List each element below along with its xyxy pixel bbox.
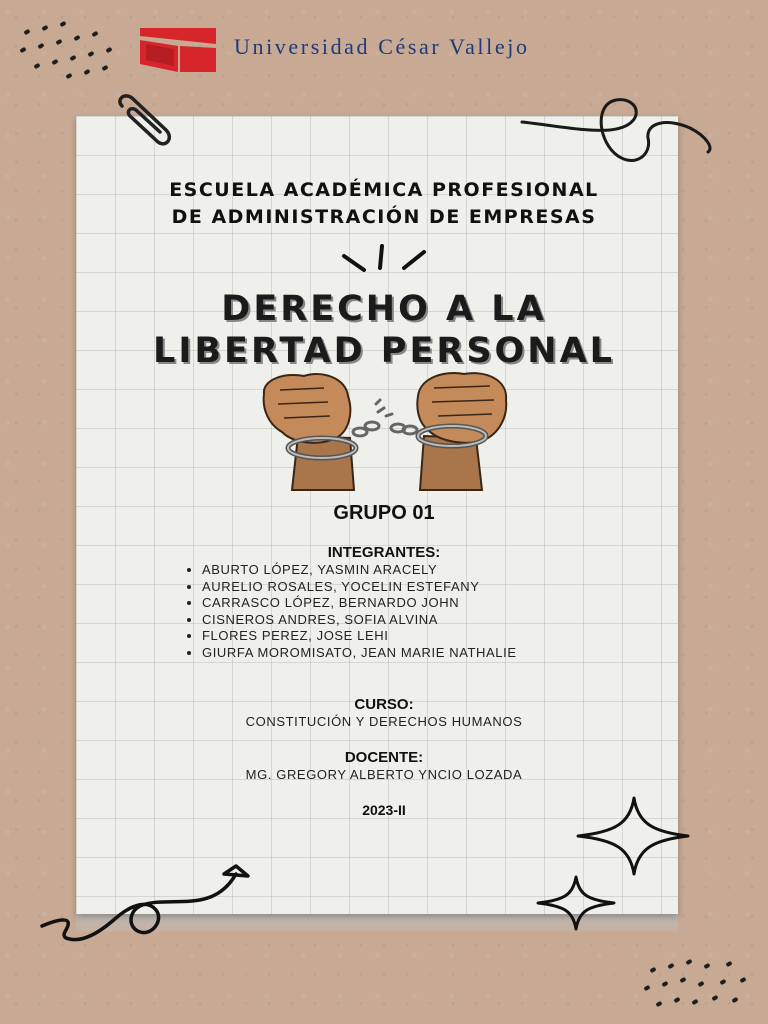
school-name-line2: DE ADMINISTRACIÓN DE EMPRESAS	[171, 206, 597, 228]
list-item: • GIURFA MOROMISATO, JEAN MARIE NATHALIE	[202, 645, 642, 662]
sparkle-star-icon	[574, 794, 692, 878]
swirl-icon	[518, 92, 718, 182]
course-label: CURSO:	[354, 696, 414, 713]
list-item: • ABURTO LÓPEZ, YASMIN ARACELY	[202, 562, 642, 579]
teacher-value: MG. GREGORY ALBERTO YNCIO LOZADA	[245, 767, 523, 782]
members-label: INTEGRANTES:	[327, 544, 441, 561]
paperclip-icon	[110, 92, 180, 152]
academic-period: 2023-II	[362, 802, 406, 818]
document-title	[0, 288, 768, 372]
school-name	[0, 177, 768, 231]
decorative-dots-bottom	[640, 960, 760, 1020]
list-item: • CARRASCO LÓPEZ, BERNARDO JOHN	[202, 595, 642, 612]
course-value: CONSTITUCIÓN Y DERECHOS HUMANOS	[245, 714, 523, 729]
ucv-logo	[138, 24, 218, 74]
emphasis-marks-icon	[338, 242, 434, 278]
title-line1: DERECHO A LA	[221, 289, 547, 329]
list-item: • AURELIO ROSALES, YOCELIN ESTEFANY	[202, 579, 642, 596]
members-list	[180, 562, 642, 661]
list-item: • FLORES PEREZ, JOSE LEHI	[202, 628, 642, 645]
teacher-label: DOCENTE:	[344, 749, 424, 766]
curly-arrow-icon	[36, 856, 266, 956]
title-line2: LIBERTAD PERSONAL	[153, 331, 615, 371]
university-name: Universidad César Vallejo	[234, 34, 530, 59]
school-name-line1: ESCUELA ACADÉMICA PROFESIONAL	[169, 179, 599, 201]
broken-handcuffs-icon	[254, 366, 514, 492]
list-item: • CISNEROS ANDRES, SOFIA ALVINA	[202, 612, 642, 629]
sparkle-star-icon	[534, 874, 618, 932]
decorative-dots-top	[20, 20, 130, 80]
group-number: GRUPO 01	[333, 502, 435, 524]
